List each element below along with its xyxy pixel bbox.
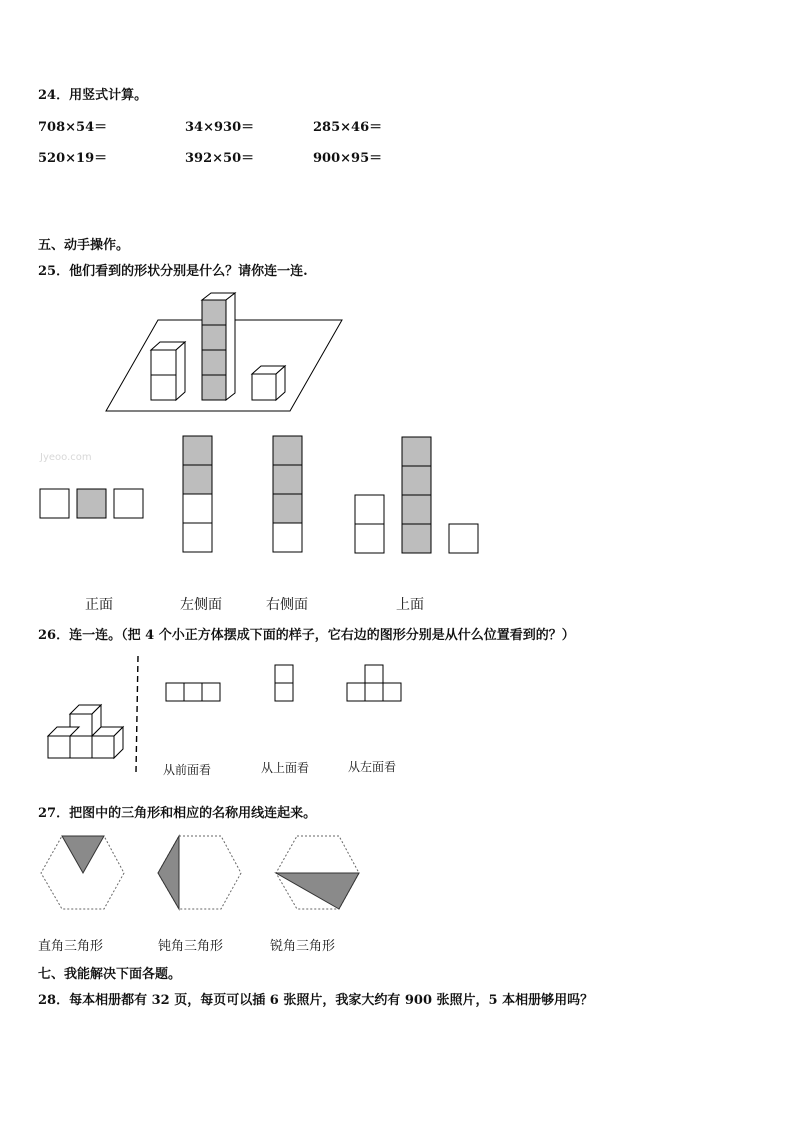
q26-title: 26．连一连。（把 4 个小正方体摆成下面的样子，它右边的图形分别是从什么位置看到的？）: [38, 628, 575, 643]
calc-item: 708×54＝: [38, 120, 108, 135]
calc-item: 285×46＝: [313, 120, 383, 135]
view-label-top: 上面: [396, 597, 424, 613]
q26-label-left: 从左面看: [348, 760, 397, 774]
section5-title: 五、动手操作。: [38, 238, 130, 253]
calc-item: 900×95＝: [313, 151, 383, 166]
q27-label-obtuse: 钝角三角形: [158, 939, 224, 954]
view-label-front: 正面: [85, 597, 113, 613]
watermark: Jyeoo.com: [40, 452, 92, 463]
calc-item: 34×930＝: [185, 120, 255, 135]
view-label-right: 右侧面: [266, 597, 308, 613]
q27-label-right: 直角三角形: [38, 939, 104, 954]
q27-label-acute: 锐角三角形: [270, 939, 336, 954]
q25-title: 25．他们看到的形状分别是什么？请你连一连.: [38, 264, 308, 279]
view-label-left: 左侧面: [180, 597, 222, 613]
q26-label-front: 从前面看: [163, 763, 212, 777]
calc-item: 520×19＝: [38, 151, 108, 166]
q27-title: 27．把图中的三角形和相应的名称用线连起来。: [38, 806, 317, 821]
q24-title: 24．用竖式计算。: [38, 88, 148, 103]
q26-label-top: 从上面看: [261, 761, 310, 775]
section7-title: 七、我能解决下面各题。: [38, 967, 182, 982]
q28-title: 28．每本相册都有 32 页，每页可以插 6 张照片，我家大约有 900 张照片，5 本相册够用吗？: [38, 993, 594, 1008]
calc-item: 392×50＝: [185, 151, 255, 166]
